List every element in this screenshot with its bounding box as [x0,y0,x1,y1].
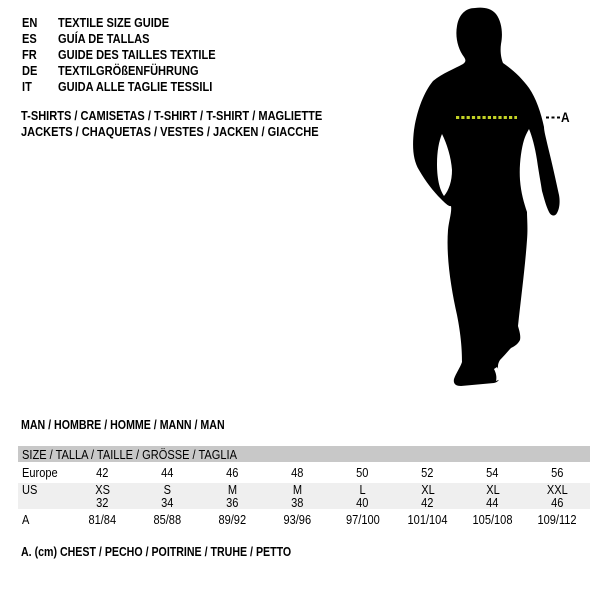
size-cell [525,512,590,527]
language-title: TEXTILE SIZE GUIDE [58,14,170,30]
size-cell [200,465,265,480]
size-value: S [163,482,172,497]
size-value: 48 [291,465,304,480]
measure-label-a-text: A [561,109,570,125]
man-silhouette [413,8,560,386]
size-value: XXL [547,482,568,497]
measurement-footnote [21,544,339,560]
size-value: 38 [291,495,304,510]
size-value: 101/104 [407,512,448,527]
size-cell [395,465,460,480]
category-text: JACKETS / CHAQUETAS / VESTES / JACKEN / GIACCHE [21,123,319,139]
size-value: 50 [356,465,369,480]
size-cell [525,465,590,480]
size-cell [395,512,460,527]
size-cell [525,495,590,510]
language-code-text: FR [22,46,37,62]
size-cell [265,512,330,527]
size-cell [200,512,265,527]
table-row-europe [18,462,590,483]
language-code-text: IT [22,78,32,94]
size-value: 56 [551,465,564,480]
table-row-us-numeric [18,496,590,509]
size-value: 34 [161,495,174,510]
size-cell [460,465,525,480]
size-value: 40 [356,495,369,510]
size-cell [395,495,460,510]
size-value: 46 [551,495,564,510]
size-value: 81/84 [88,512,117,527]
language-code-text: EN [22,14,38,30]
size-value: 109/112 [537,512,578,527]
size-value: XL [420,482,435,497]
size-value: 36 [226,495,239,510]
size-value: 32 [96,495,109,510]
section-title-man [21,417,261,433]
size-value: 105/108 [472,512,513,527]
size-cell [265,495,330,510]
size-value: L [359,482,366,497]
size-cell [265,465,330,480]
size-cell [70,465,135,480]
size-value: 89/92 [218,512,247,527]
size-cell [330,495,395,510]
size-value: 44 [161,465,174,480]
size-value: 44 [486,495,499,510]
language-title: TEXTILGRÖßENFÜHRUNG [58,62,199,78]
size-value: 93/96 [283,512,312,527]
measurement-footnote-text: A. (cm) CHEST / PECHO / POITRINE / TRUHE / PETTO [21,545,292,559]
size-value: 52 [421,465,434,480]
category-text: T-SHIRTS / CAMISETAS / T-SHIRT / T-SHIRT / MAGLIETTE [21,107,323,123]
size-cell [135,465,200,480]
row-label [18,495,70,510]
row-label [18,465,70,480]
size-value: 46 [226,465,239,480]
size-cell [135,512,200,527]
measure-label-a [561,109,571,125]
size-cell [70,495,135,510]
hand-thumb-gap [543,205,547,214]
size-value: M [292,482,303,497]
row-label-text: Europe [22,465,58,480]
size-table-header-text: SIZE / TALLA / TAILLE / GRÖSSE / TAGLIA [22,446,237,462]
size-value: 42 [421,495,434,510]
size-value: 54 [486,465,499,480]
size-cell [200,495,265,510]
size-value: M [227,482,238,497]
language-title: GUIDE DES TAILLES TEXTILE [58,46,216,62]
size-value: 42 [96,465,109,480]
size-value: 85/88 [153,512,182,527]
size-value: 97/100 [345,512,380,527]
size-cell [330,465,395,480]
size-value: XL [485,482,500,497]
size-cell [70,512,135,527]
language-code-text: ES [22,30,37,46]
size-cell [330,512,395,527]
size-cell [460,512,525,527]
language-title: GUIDA ALLE TAGLIE TESSILI [58,78,213,94]
size-table-header [18,446,590,462]
language-code-text: DE [22,62,38,78]
section-title-text: MAN / HOMBRE / HOMME / MANN / MAN [21,418,225,432]
size-table [18,446,590,530]
table-row-chest-a [18,509,590,530]
size-value: XS [95,482,110,497]
row-label [18,512,70,527]
size-cell [460,495,525,510]
size-cell [135,495,200,510]
row-label-text: A [22,512,30,527]
language-title: GUÍA DE TALLAS [58,30,150,46]
row-label-text: US [22,482,38,497]
